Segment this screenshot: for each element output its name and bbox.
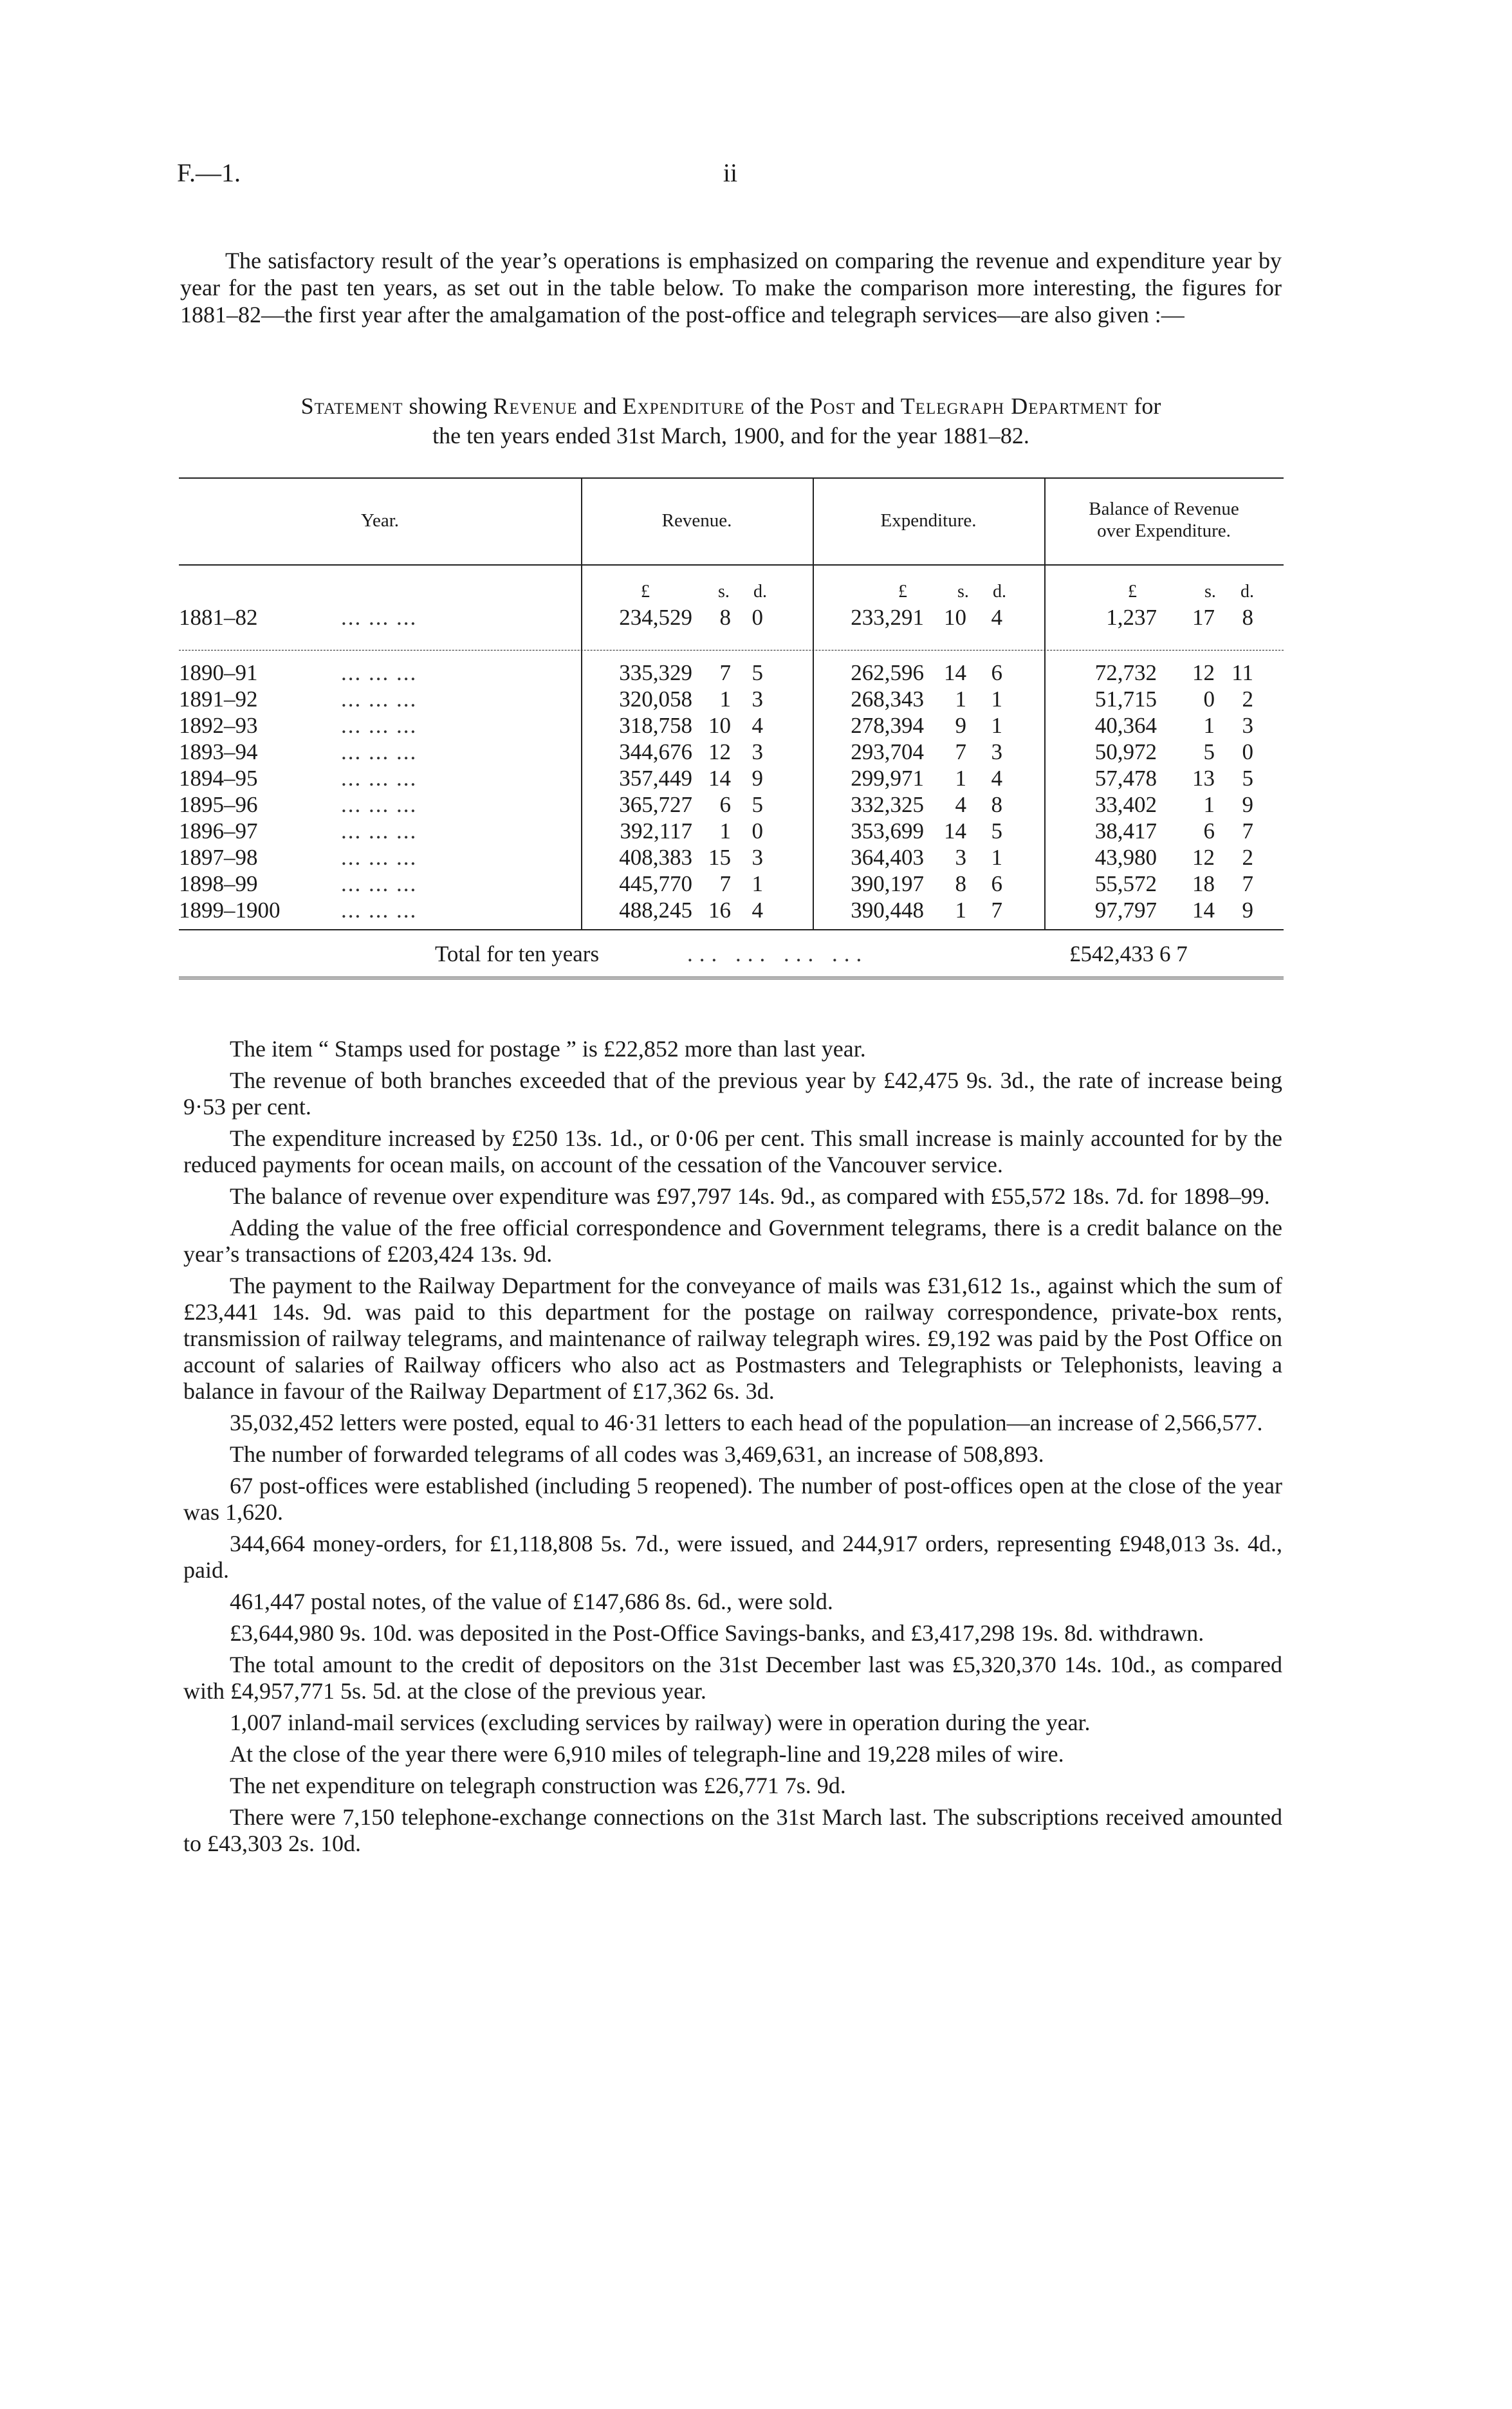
table-caption: Statement showing Revenue and Expenditure of the Post and Telegraph Department for the ten years ended 31st March, 1900, and for the year 1881–82.	[300, 393, 1161, 448]
leader-dots: ... ... ...	[341, 792, 418, 817]
leader-dots: ... ... ...	[341, 898, 418, 923]
rev-cell: 3	[751, 845, 763, 870]
page-number: ii	[723, 158, 738, 187]
leader-dots: ... ... ...	[341, 871, 418, 896]
rev-cell: 0	[751, 818, 763, 844]
rev-cell: 1	[719, 687, 731, 712]
rev-cell: 392,117	[620, 818, 692, 844]
rev-cell: 335,329	[619, 660, 692, 685]
bal-cell: 11	[1231, 660, 1253, 685]
bal-cell: 9	[1242, 898, 1253, 923]
exp-cell: 332,325	[851, 792, 924, 817]
bal-cell: 0	[1242, 739, 1253, 764]
rev-cell: 3	[751, 687, 763, 712]
exp-cell: 1	[955, 898, 966, 923]
table-row-1881-82: 1881–82 ... ... ... 234,529 8 0 233,291 10 4 1,237 17 8	[179, 605, 1253, 630]
body-paragraph: The expenditure increased by £250 13s. 1d., or 0·06 per cent. This small increase is mainly accounted for by the reduced payments for ocean mails, on account of the cessation of the Vancouver service.	[183, 1125, 1282, 1177]
section-rule	[179, 650, 1284, 651]
rev-cell: 3	[751, 739, 763, 764]
rev-cell: 6	[719, 792, 731, 817]
rev-cell: 9	[751, 766, 763, 791]
exp-cell: 5	[991, 818, 1002, 844]
leader-dots: ... ... ...	[341, 766, 418, 791]
table-row	[179, 792, 1284, 818]
bal-cell: 33,402	[1094, 792, 1157, 817]
exp-cell: 7	[991, 898, 1002, 923]
table-bottom-rule	[179, 977, 1284, 979]
rev-cell: 7	[719, 660, 731, 685]
table-row	[179, 845, 1284, 871]
bal-cell: 51,715	[1094, 687, 1157, 712]
bal-cell: 9	[1242, 792, 1253, 817]
rev-cell: 12	[708, 739, 731, 764]
year-cell: 1894–95	[179, 766, 258, 791]
total-label: Total for ten years	[435, 941, 600, 966]
body-paragraph: 461,447 postal notes, of the value of £147,686 8s. 6d., were sold.	[230, 1589, 833, 1614]
table-row	[179, 687, 1284, 712]
bal-cell: 38,417	[1094, 818, 1157, 844]
bal-cell: 5	[1242, 766, 1253, 791]
exp-cell: 4	[955, 792, 966, 817]
body-paragraph: There were 7,150 telephone-exchange connections on the 31st March last. The subscriptions received amounted to £43,303 2s. 10d.	[183, 1804, 1282, 1856]
bal-cell: 55,572	[1094, 871, 1157, 896]
year-cell: 1897–98	[179, 845, 258, 870]
table-row	[179, 818, 1284, 844]
rev-cell: 4	[751, 713, 763, 738]
year-cell: 1890–91	[179, 660, 258, 685]
exp-cell: 4	[991, 766, 1002, 791]
header-rule	[179, 564, 1284, 566]
body-paragraph: 35,032,452 letters were posted, equal to 46·31 letters to each head of the population—an increase of 2,566,577.	[230, 1410, 1263, 1435]
body-text	[183, 1036, 1282, 1862]
year-cell: 1898–99	[179, 871, 258, 896]
bal-cell: 97,797	[1094, 898, 1157, 923]
table-row	[179, 713, 1284, 739]
exp-cell: 14	[944, 660, 966, 685]
rev-cell: 445,770	[619, 871, 692, 896]
year-cell: 1895–96	[179, 792, 258, 817]
exp-cell: 262,596	[851, 660, 924, 685]
rev-cell: 1	[751, 871, 763, 896]
leader-dots: ... ... ...	[341, 687, 418, 712]
body-paragraph: 1,007 inland-mail services (excluding services by railway) were in operation during the year.	[230, 1710, 1091, 1735]
year-cell: 1899–1900	[179, 898, 281, 923]
body-paragraph: The net expenditure on telegraph construction was £26,771 7s. 9d.	[230, 1773, 846, 1798]
body-paragraph: The payment to the Railway Department for the conveyance of mails was £31,612 1s., against which the sum of £23,441 14s. 9d. was paid to this department for the postage on railway correspondence, private-box rents, transmission of railway telegrams, and maintenance of railway telegraph wires. £9,192 was paid by the Post Office on account of salaries of Railway officers who also act as Postmasters and Telegraphists or Telephonists, leaving a balance in favour of the Railway Department of £17,362 6s. 3d.	[183, 1273, 1282, 1404]
body-paragraph: The total amount to the credit of depositors on the 31st December last was £5,320,370 14s. 10d., as compared with £4,957,771 5s. 5d. at the close of the previous year.	[183, 1652, 1282, 1704]
header-balance: Balance of Revenue over Expenditure.	[1089, 499, 1239, 541]
year-cell: 1892–93	[179, 713, 258, 738]
total-dots: ... ... ... ...	[687, 941, 869, 966]
table-top-rule	[179, 477, 1284, 479]
exp-cell: 299,971	[851, 766, 924, 791]
rev-cell: 5	[751, 660, 763, 685]
table-row	[179, 660, 1284, 686]
header-year: Year.	[360, 510, 400, 531]
exp-cell: 8	[991, 792, 1002, 817]
bal-cell: 57,478	[1094, 766, 1157, 791]
exp-cell: 7	[955, 739, 966, 764]
total-rule	[179, 929, 1284, 930]
rev-cell: 357,449	[619, 766, 692, 791]
bal-cell: 18	[1192, 871, 1215, 896]
bal-cell: 1	[1203, 713, 1215, 738]
exp-cell: 390,197	[851, 871, 924, 896]
bal-cell: 3	[1242, 713, 1253, 738]
exp-cell: 14	[944, 818, 966, 844]
exp-cell: 268,343	[851, 687, 924, 712]
revenue-expenditure-table	[179, 477, 1284, 979]
year-cell: 1893–94	[179, 739, 258, 764]
table-row	[179, 739, 1284, 765]
exp-cell: 364,403	[851, 845, 924, 870]
body-paragraph: Adding the value of the free official correspondence and Government telegrams, there is a credit balance on the year’s transactions of £203,424 13s. 9d.	[183, 1215, 1282, 1267]
bal-cell: 12	[1192, 660, 1215, 685]
bal-cell: 13	[1192, 766, 1215, 791]
bal-cell: 5	[1203, 739, 1215, 764]
rev-cell: 1	[719, 818, 731, 844]
bal-cell: 40,364	[1094, 713, 1157, 738]
body-paragraph: The number of forwarded telegrams of all codes was 3,469,631, an increase of 508,893.	[230, 1441, 1044, 1467]
exp-cell: 9	[955, 713, 966, 738]
body-paragraph: £3,644,980 9s. 10d. was deposited in the Post-Office Savings-banks, and £3,417,298 19s. 8d. withdrawn.	[230, 1620, 1204, 1646]
body-paragraph: 344,664 money-orders, for £1,118,808 5s. 7d., were issued, and 244,917 orders, representing £948,013 3s. 4d., paid.	[183, 1531, 1282, 1583]
exp-cell: 6	[991, 871, 1002, 896]
rev-cell: 318,758	[619, 713, 692, 738]
body-paragraph: At the close of the year there were 6,910 miles of telegraph-line and 19,228 miles of wire.	[230, 1741, 1064, 1767]
exp-cell: 1	[955, 766, 966, 791]
exp-cell: 3	[991, 739, 1002, 764]
year-cell: 1896–97	[179, 818, 258, 844]
bal-cell: 1	[1203, 792, 1215, 817]
leader-dots: ... ... ...	[341, 739, 418, 764]
leader-dots: ... ... ...	[341, 818, 418, 844]
document-code: F.—1.	[177, 158, 241, 187]
exp-cell: 3	[955, 845, 966, 870]
total-value: £542,433 6 7	[1069, 941, 1188, 966]
rev-cell: 408,383	[619, 845, 692, 870]
table-row	[179, 898, 1284, 923]
page-header	[177, 158, 1284, 196]
units-row: £ s. d. £ s. d. £ s. d.	[641, 582, 1254, 602]
intro-paragraph: The satisfactory result of the year’s operations is emphasized on comparing the revenue and expenditure year by year for the past ten years, as set out in the table below. To make the comparison more interesting, the figures for 1881–82—the first year after the amalgamation of the post-office and telegraph services—are also given :—	[180, 248, 1282, 328]
bal-cell: 0	[1203, 687, 1215, 712]
year-cell: 1891–92	[179, 687, 258, 712]
rev-cell: 16	[708, 898, 731, 923]
header-revenue: Revenue.	[661, 510, 732, 531]
exp-cell: 278,394	[851, 713, 924, 738]
table-row	[179, 766, 1284, 791]
exp-cell: 1	[991, 713, 1002, 738]
rev-cell: 365,727	[619, 792, 692, 817]
rev-cell: 15	[708, 845, 731, 870]
exp-cell: 293,704	[851, 739, 924, 764]
rev-cell: 4	[751, 898, 763, 923]
leader-dots: ... ... ...	[341, 845, 418, 870]
bal-cell: 7	[1242, 871, 1253, 896]
exp-cell: 1	[991, 687, 1002, 712]
exp-cell: 8	[955, 871, 966, 896]
header-expenditure: Expenditure.	[880, 510, 977, 531]
body-paragraph: The revenue of both branches exceeded that of the previous year by £42,475 9s. 3d., the rate of increase being 9·53 per cent.	[183, 1067, 1282, 1120]
bal-cell: 12	[1192, 845, 1215, 870]
bal-cell: 72,732	[1094, 660, 1157, 685]
bal-cell: 7	[1242, 818, 1253, 844]
bal-cell: 2	[1242, 687, 1253, 712]
bal-cell: 50,972	[1094, 739, 1157, 764]
bal-cell: 6	[1203, 818, 1215, 844]
table-row	[179, 871, 1284, 897]
leader-dots: ... ... ...	[341, 660, 418, 685]
exp-cell: 6	[991, 660, 1002, 685]
rev-cell: 488,245	[619, 898, 692, 923]
rev-cell: 7	[719, 871, 731, 896]
leader-dots: ... ... ...	[341, 713, 418, 738]
rev-cell: 344,676	[619, 739, 692, 764]
body-paragraph: The item “ Stamps used for postage ” is £22,852 more than last year.	[230, 1036, 866, 1062]
exp-cell: 1	[991, 845, 1002, 870]
bal-cell: 43,980	[1094, 845, 1157, 870]
rev-cell: 5	[751, 792, 763, 817]
rev-cell: 14	[708, 766, 731, 791]
rev-cell: 10	[708, 713, 731, 738]
caption-line-2: the ten years ended 31st March, 1900, and for the year 1881–82.	[432, 423, 1029, 448]
bal-cell: 2	[1242, 845, 1253, 870]
rev-cell: 320,058	[619, 687, 692, 712]
body-paragraph: The balance of revenue over expenditure was £97,797 14s. 9d., as compared with £55,572 18s. 7d. for 1898–99.	[230, 1183, 1270, 1209]
exp-cell: 1	[955, 687, 966, 712]
bal-cell: 14	[1192, 898, 1215, 923]
exp-cell: 353,699	[851, 818, 924, 844]
body-paragraph: 67 post-offices were established (including 5 reopened). The number of post-offices open at the close of the year was 1,620.	[183, 1473, 1282, 1525]
exp-cell: 390,448	[851, 898, 924, 923]
